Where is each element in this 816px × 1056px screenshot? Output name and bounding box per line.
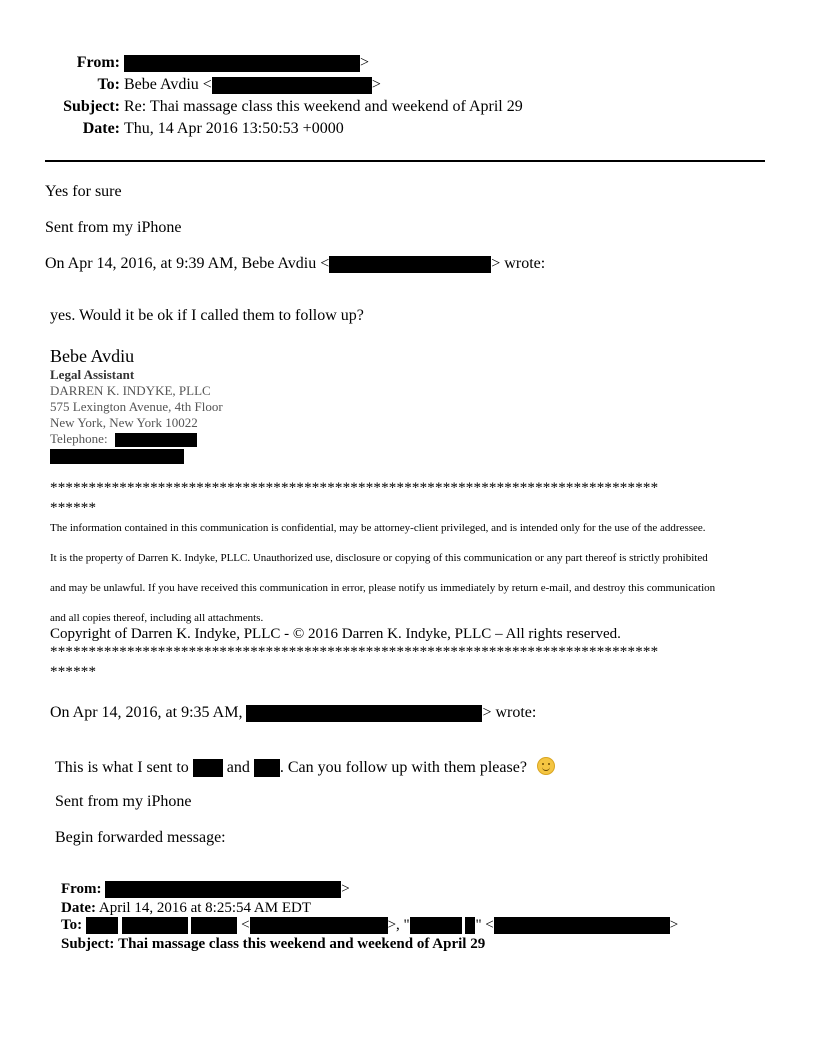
forwarded-subject-row bbox=[61, 935, 485, 953]
signature-title: Legal Assistant bbox=[50, 367, 135, 382]
header-from-row bbox=[0, 54, 816, 72]
from-gt: > bbox=[360, 54, 370, 71]
forwarded-from-row: From: > bbox=[61, 881, 350, 897]
quoted2-sent: Sent from my iPhone bbox=[55, 793, 192, 810]
disclaimer-stars-bottom-tail: ****** bbox=[50, 664, 97, 680]
redaction-block bbox=[254, 759, 280, 777]
subject-value: Re: Thai massage class this weekend and weekend of April 29 bbox=[124, 98, 523, 115]
redaction-block bbox=[50, 449, 184, 464]
quote-intro-1-post: > wrote: bbox=[491, 255, 546, 272]
disclaimer-para-4: and all copies thereof, including all attachments. bbox=[50, 612, 264, 624]
forwarded-to-row: To: < >, " " < > bbox=[61, 917, 679, 933]
signature-firm: DARREN K. INDYKE, PLLC bbox=[50, 383, 211, 398]
redaction-block bbox=[193, 759, 223, 777]
signature-address-2: New York, New York 10022 bbox=[50, 415, 198, 430]
redaction-block bbox=[191, 917, 237, 934]
quoted-text-2-and: and bbox=[226, 759, 250, 776]
redaction-block bbox=[124, 55, 360, 72]
disclaimer-copyright: Copyright of Darren K. Indyke, PLLC - © 2016 Darren K. Indyke, PLLC – All rights reserved. bbox=[50, 626, 621, 642]
to-value bbox=[124, 76, 381, 94]
disclaimer-para-3: and may be unlawful. If you have received this communication in error, please notify us immediately by return e-mail, and destroy this communication bbox=[50, 582, 716, 594]
from-label: From: bbox=[76, 54, 120, 71]
forwarded-date-value: April 14, 2016 at 8:25:54 AM EDT bbox=[98, 900, 311, 916]
signature-name: Bebe Avdiu bbox=[50, 346, 135, 366]
quoted-text-2-pre: This is what I sent to bbox=[55, 759, 189, 776]
redaction-block bbox=[105, 881, 341, 898]
header-to-row bbox=[0, 76, 816, 94]
redaction-block bbox=[329, 256, 491, 273]
redaction-block bbox=[410, 917, 462, 934]
header-subject-row bbox=[0, 98, 816, 116]
disclaimer-stars-bottom: ******************************************************************************* bbox=[50, 644, 659, 660]
quote-intro-2-post: > wrote: bbox=[482, 704, 537, 721]
signature-redacted-line bbox=[50, 447, 184, 465]
to-gt: > bbox=[371, 76, 381, 93]
date-value: Thu, 14 Apr 2016 13:50:53 +0000 bbox=[124, 120, 344, 137]
disclaimer-stars-top-tail: ****** bbox=[50, 500, 97, 516]
quote-intro-2-pre: On Apr 14, 2016, at 9:35 AM, bbox=[50, 704, 243, 721]
disclaimer-stars-top: ******************************************************************************* bbox=[50, 480, 659, 496]
redaction-block bbox=[250, 917, 388, 934]
redaction-block bbox=[246, 705, 482, 722]
disclaimer-para-1: The information contained in this communication is confidential, may be attorney-client privileged, and is intended only for the use of the addressee. bbox=[50, 522, 706, 534]
redaction-block bbox=[494, 917, 670, 934]
redaction-block bbox=[115, 433, 197, 447]
forwarded-from-label: From: bbox=[61, 881, 102, 897]
forwarded-subject-label: Subject: bbox=[61, 936, 115, 952]
forwarded-subject-value: Thai massage class this weekend and weekend of April 29 bbox=[118, 936, 486, 952]
redaction-block bbox=[212, 77, 372, 94]
quote-intro-2 bbox=[50, 704, 536, 722]
header-divider bbox=[45, 160, 765, 162]
to-label: To: bbox=[97, 76, 120, 93]
quote-intro-1-pre: On Apr 14, 2016, at 9:39 AM, Bebe Avdiu < bbox=[45, 255, 330, 272]
disclaimer-para-2: It is the property of Darren K. Indyke, PLLC. Unauthorized use, disclosure or copying of this communication or any part thereof is strictly prohibited bbox=[50, 552, 708, 564]
forwarded-to-label: To: bbox=[61, 917, 83, 933]
from-value bbox=[124, 54, 369, 72]
signature-phone-label: Telephone: bbox=[50, 431, 108, 446]
forwarded-date-row bbox=[61, 899, 311, 917]
redaction-block bbox=[122, 917, 188, 934]
redaction-block bbox=[86, 917, 118, 934]
to-name: Bebe Avdiu < bbox=[124, 76, 212, 93]
reply-line-1: Yes for sure bbox=[45, 183, 122, 200]
signature-address-1: 575 Lexington Avenue, 4th Floor bbox=[50, 399, 223, 414]
email-header bbox=[0, 54, 816, 144]
reply-line-2: Sent from my iPhone bbox=[45, 219, 182, 236]
quoted-text-1: yes. Would it be ok if I called them to follow up? bbox=[50, 307, 364, 324]
redaction-block bbox=[465, 917, 475, 934]
subject-label: Subject: bbox=[63, 98, 120, 115]
quote-intro-1 bbox=[45, 255, 545, 273]
forwarded-date-label: Date: bbox=[61, 900, 96, 916]
quoted-text-2-post: . Can you follow up with them please? bbox=[279, 759, 527, 776]
header-date-row bbox=[0, 120, 816, 138]
date-label: Date: bbox=[82, 120, 120, 137]
smiley-emoji-icon bbox=[537, 757, 555, 775]
quoted2-begin-forwarded: Begin forwarded message: bbox=[55, 829, 226, 846]
signature-phone bbox=[50, 431, 197, 447]
quoted-text-2 bbox=[55, 757, 555, 777]
